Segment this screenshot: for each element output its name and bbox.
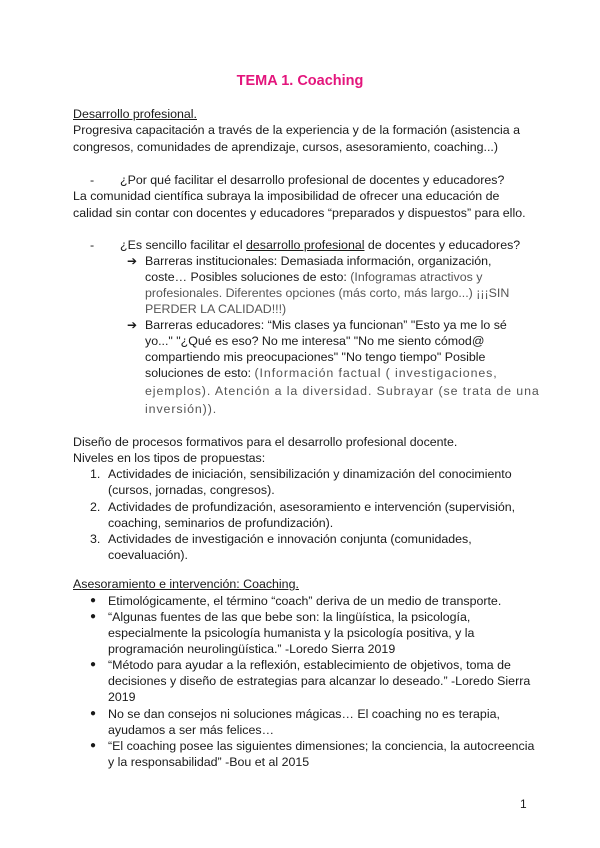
arrow-item-line: profesionales. Diferentes opciones (más corto, más largo...) ¡¡¡SIN (145, 286, 510, 300)
page-number: 1 (520, 797, 527, 811)
question-post: de docentes y educadores? (364, 238, 521, 252)
page-title: TEMA 1. Coaching (236, 73, 364, 89)
arrow-bullet-icon: ➔ (127, 318, 138, 332)
arrow-item-line: ejemplos). Atención a la diversidad. Subrayar (se trata de una (145, 384, 540, 398)
gray-text-segment: (Información factual ( investigaciones, (254, 366, 498, 380)
text-segment: coste… Posibles soluciones de esto: (145, 270, 351, 284)
paragraph-line: La comunidad científica subraya la imposibilidad de ofrecer una educación de (73, 189, 500, 203)
bullet-item-line: “Método para ayudar a la reflexión, establecimiento de objetivos, toma de (108, 658, 511, 672)
list-item-line: Actividades de investigación e innovación conjunta (comunidades, (108, 532, 472, 546)
bullet-item-line: decisiones y diseño de estrategias para alcanzar lo deseado.” -Loredo Sierra (108, 674, 531, 688)
gray-text-segment: (Infogramas atractivos y (350, 270, 483, 284)
bullet-item-line: No se dan consejos ni soluciones mágicas… El coaching no es terapia, (108, 707, 500, 721)
paragraph-line: congresos, comunidades de aprendizaje, cursos, asesoramiento, coaching...) (73, 140, 498, 154)
underlined-term: desarrollo profesional (246, 238, 365, 252)
list-item-line: coaching, seminarios de profundización). (108, 516, 334, 530)
bullet-item-line: “Algunas fuentes de las que bebe son: la lingüística, la psicología, (108, 610, 471, 624)
section-heading-desarrollo: Desarrollo profesional. (73, 107, 197, 121)
question-pre: ¿Es sencillo facilitar el (120, 238, 247, 252)
bullet-item-line: 2019 (108, 690, 136, 704)
arrow-item-line: yo..." "¿Qué es eso? No me interesa" "No me siento cómod@ (145, 334, 485, 348)
paragraph-line: Niveles en los tipos de propuestas: (73, 451, 266, 465)
arrow-item-line: PERDER LA CALIDAD!!!) (145, 302, 287, 316)
bullet-icon: ● (90, 611, 97, 622)
text-segment: soluciones de esto: (145, 366, 255, 380)
list-item-line: (cursos, jornadas, congresos). (108, 483, 275, 497)
section-heading-coaching: Asesoramiento e intervención: Coaching. (73, 577, 299, 591)
bullet-item-line: y la responsabilidad” -Bou et al 2015 (108, 755, 310, 769)
dash-marker: - (90, 173, 95, 187)
arrow-item-line: Barreras institucionales: Demasiada información, organización, (145, 254, 492, 268)
bullet-item-line: especialmente la psicología humanista y la psicología positiva, y la (108, 626, 475, 640)
bullet-icon: ● (90, 708, 97, 719)
bullet-item-line: ayudamos a ser más felices… (108, 723, 274, 737)
bullet-icon: ● (90, 740, 97, 751)
bullet-item-line: “El coaching posee las siguientes dimensiones; la conciencia, la autocreencia (108, 739, 535, 753)
bullet-icon: ● (90, 595, 97, 606)
arrow-item-line: inversión)). (145, 402, 218, 416)
bullet-item-line: programación neurolingüística.” -Loredo Sierra 2019 (108, 642, 396, 656)
bullet-item-line: Etimológicamente, el término “coach” deriva de un medio de transporte. (108, 594, 502, 608)
arrow-item-line (145, 269, 482, 285)
dash-item-q1 (90, 172, 504, 188)
arrow-bullet-icon: ➔ (127, 254, 138, 268)
arrow-item-line: compartiendo mis preocupaciones" "No tengo tiempo" Posible (145, 350, 486, 364)
list-item-line: coevaluación). (108, 548, 188, 562)
paragraph-line: Diseño de procesos formativos para el desarrollo profesional docente. (73, 435, 458, 449)
list-item-line: Actividades de profundización, asesoramiento e intervención (supervisión, (108, 500, 516, 514)
question-text: ¿Por qué facilitar el desarrollo profesional de docentes y educadores? (120, 173, 505, 187)
bullet-icon: ● (90, 659, 97, 670)
list-number: 2. (90, 500, 101, 514)
list-number: 1. (90, 467, 101, 481)
dash-item-q2 (90, 237, 520, 253)
dash-marker: - (90, 238, 95, 252)
paragraph-line: calidad sin contar con docentes y educadores “preparados y dispuestos” para ello. (73, 206, 526, 220)
list-item-line: Actividades de iniciación, sensibilización y dinamización del conocimiento (108, 467, 512, 481)
arrow-item-line: Barreras educadores: “Mis clases ya funcionan” "Esto ya me lo sé (145, 318, 507, 332)
list-number: 3. (90, 532, 101, 546)
paragraph-line: Progresiva capacitación a través de la experiencia y de la formación (asistencia a (73, 123, 520, 137)
arrow-item-line (145, 365, 498, 381)
